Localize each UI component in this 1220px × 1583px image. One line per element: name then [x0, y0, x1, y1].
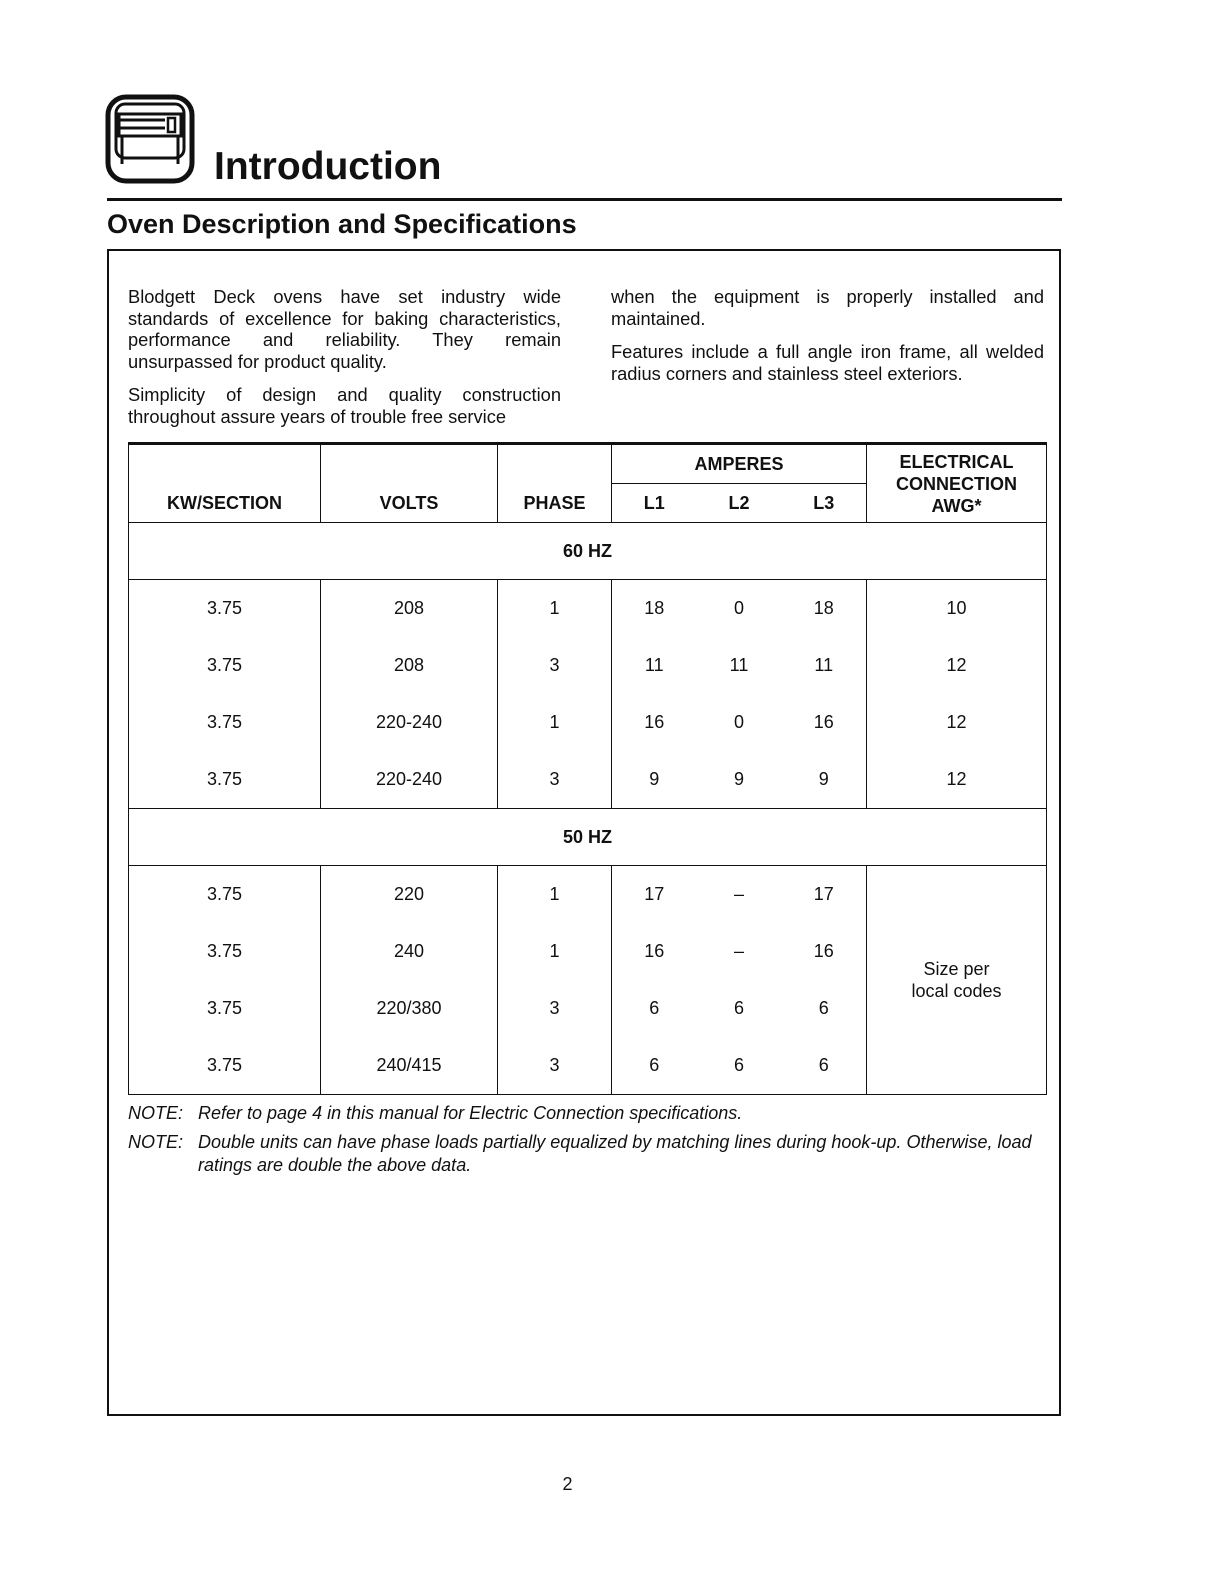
cell-volts: 240: [321, 923, 498, 980]
intro-paragraph: Features include a full angle iron frame, all welded radius corners and stainless steel exteriors.: [611, 341, 1044, 384]
header-kw-section: KW/SECTION: [129, 444, 321, 523]
cell-l3: 17: [782, 866, 867, 924]
intro-column-right: [611, 286, 1044, 396]
chapter-title: Introduction: [214, 145, 442, 188]
header-l2: L2: [697, 484, 782, 523]
cell-l1: 6: [649, 998, 660, 1018]
cell-volts: 220: [321, 866, 498, 924]
cell-l1: 6: [612, 1037, 697, 1095]
cell-l1: 11: [644, 655, 664, 675]
cell-kw: 3.75: [129, 980, 321, 1037]
cell-kw: 3.75: [129, 751, 321, 809]
note-text: Double units can have phase loads partially equalized by matching lines during hook-up. Otherwise, load ratings are double the above data.: [198, 1132, 1032, 1175]
section-title: Oven Description and Specifications: [107, 209, 577, 239]
page-number: 2: [562, 1474, 573, 1494]
cell-volts: 220-240: [321, 694, 498, 751]
cell-kw: 3.75: [129, 637, 321, 694]
cell-l1: 18: [644, 598, 665, 618]
cell-l2: –: [733, 884, 744, 904]
cell-l3: 16: [782, 694, 867, 751]
awg-merged-line: local codes: [911, 981, 1002, 1001]
cell-phase: 1: [498, 866, 612, 924]
cell-l3: 9: [782, 751, 867, 809]
header-electrical-line: ELECTRICAL: [899, 451, 1014, 472]
cell-l3: 16: [782, 923, 867, 980]
cell-l1: 9: [612, 751, 697, 809]
cell-phase: 3: [498, 751, 612, 809]
awg-merged-line: Size per: [923, 959, 990, 979]
cell-l2: 0: [733, 598, 744, 618]
cell-awg: 12: [867, 694, 1047, 751]
cell-kw: 3.75: [129, 923, 321, 980]
section-label-50hz: 50 HZ: [129, 809, 1047, 866]
header-electrical-line: AWG*: [931, 495, 982, 516]
intro-column-left: [128, 286, 561, 439]
cell-kw: 3.75: [129, 1037, 321, 1095]
intro-paragraph: Simplicity of design and quality construction throughout assure years of trouble free service: [128, 384, 561, 427]
cell-phase: 1: [498, 694, 612, 751]
cell-phase: 3: [498, 1037, 612, 1095]
cell-volts: 208: [321, 637, 498, 694]
cell-l1: 17: [644, 884, 665, 904]
spec-table: [128, 442, 1047, 1095]
header-l3: L3: [782, 484, 867, 523]
cell-volts: 240/415: [321, 1037, 498, 1095]
title-rule: [107, 198, 1062, 201]
header-phase: PHASE: [498, 444, 612, 523]
cell-l3: 6: [782, 1037, 867, 1095]
header-l1: L1: [612, 484, 697, 523]
cell-l2: 6: [733, 998, 744, 1018]
note-label: NOTE:: [128, 1132, 184, 1152]
header-electrical-line: CONNECTION: [896, 473, 1018, 494]
cell-volts: 208: [321, 580, 498, 638]
cell-volts: 220/380: [321, 980, 498, 1037]
cell-l2: 9: [697, 751, 782, 809]
notes: [128, 1102, 1046, 1183]
cell-l2: 6: [697, 1037, 782, 1095]
note-label: NOTE:: [128, 1103, 184, 1123]
intro-paragraph: Blodgett Deck ovens have set industry wide standards of excellence for baking characteristics, performance and reliability. They remain unsurpassed for product quality.: [128, 286, 561, 372]
cell-l1: 16: [644, 712, 665, 732]
cell-l3: 6: [782, 980, 867, 1037]
section-label-60hz: 60 HZ: [129, 523, 1047, 580]
cell-l3: 11: [782, 637, 867, 694]
cell-awg-size-per-local-codes: [867, 866, 1047, 1095]
cell-l1: 16: [644, 941, 665, 961]
cell-l3: 18: [782, 580, 867, 638]
header-electrical-connection: [867, 444, 1047, 523]
header-volts: VOLTS: [321, 444, 498, 523]
cell-phase: 3: [498, 637, 612, 694]
cell-volts: 220-240: [321, 751, 498, 809]
cell-l2: –: [733, 941, 744, 961]
cell-l2: 11: [729, 655, 749, 675]
cell-awg: 12: [867, 751, 1047, 809]
cell-kw: 3.75: [129, 694, 321, 751]
note: [128, 1131, 1046, 1177]
intro-paragraph: when the equipment is properly installed and maintained.: [611, 286, 1044, 329]
cell-kw: 3.75: [129, 866, 321, 924]
cell-awg: 12: [867, 637, 1047, 694]
cell-kw: 3.75: [129, 580, 321, 638]
cell-phase: 3: [498, 980, 612, 1037]
note: [128, 1102, 1046, 1125]
cell-awg: 10: [867, 580, 1047, 638]
cell-phase: 1: [498, 580, 612, 638]
note-text: Refer to page 4 in this manual for Electric Connection specifications.: [198, 1103, 743, 1123]
cell-l2: 0: [733, 712, 744, 732]
oven-icon: [105, 94, 195, 184]
header-amperes: AMPERES: [612, 444, 867, 484]
cell-phase: 1: [498, 923, 612, 980]
